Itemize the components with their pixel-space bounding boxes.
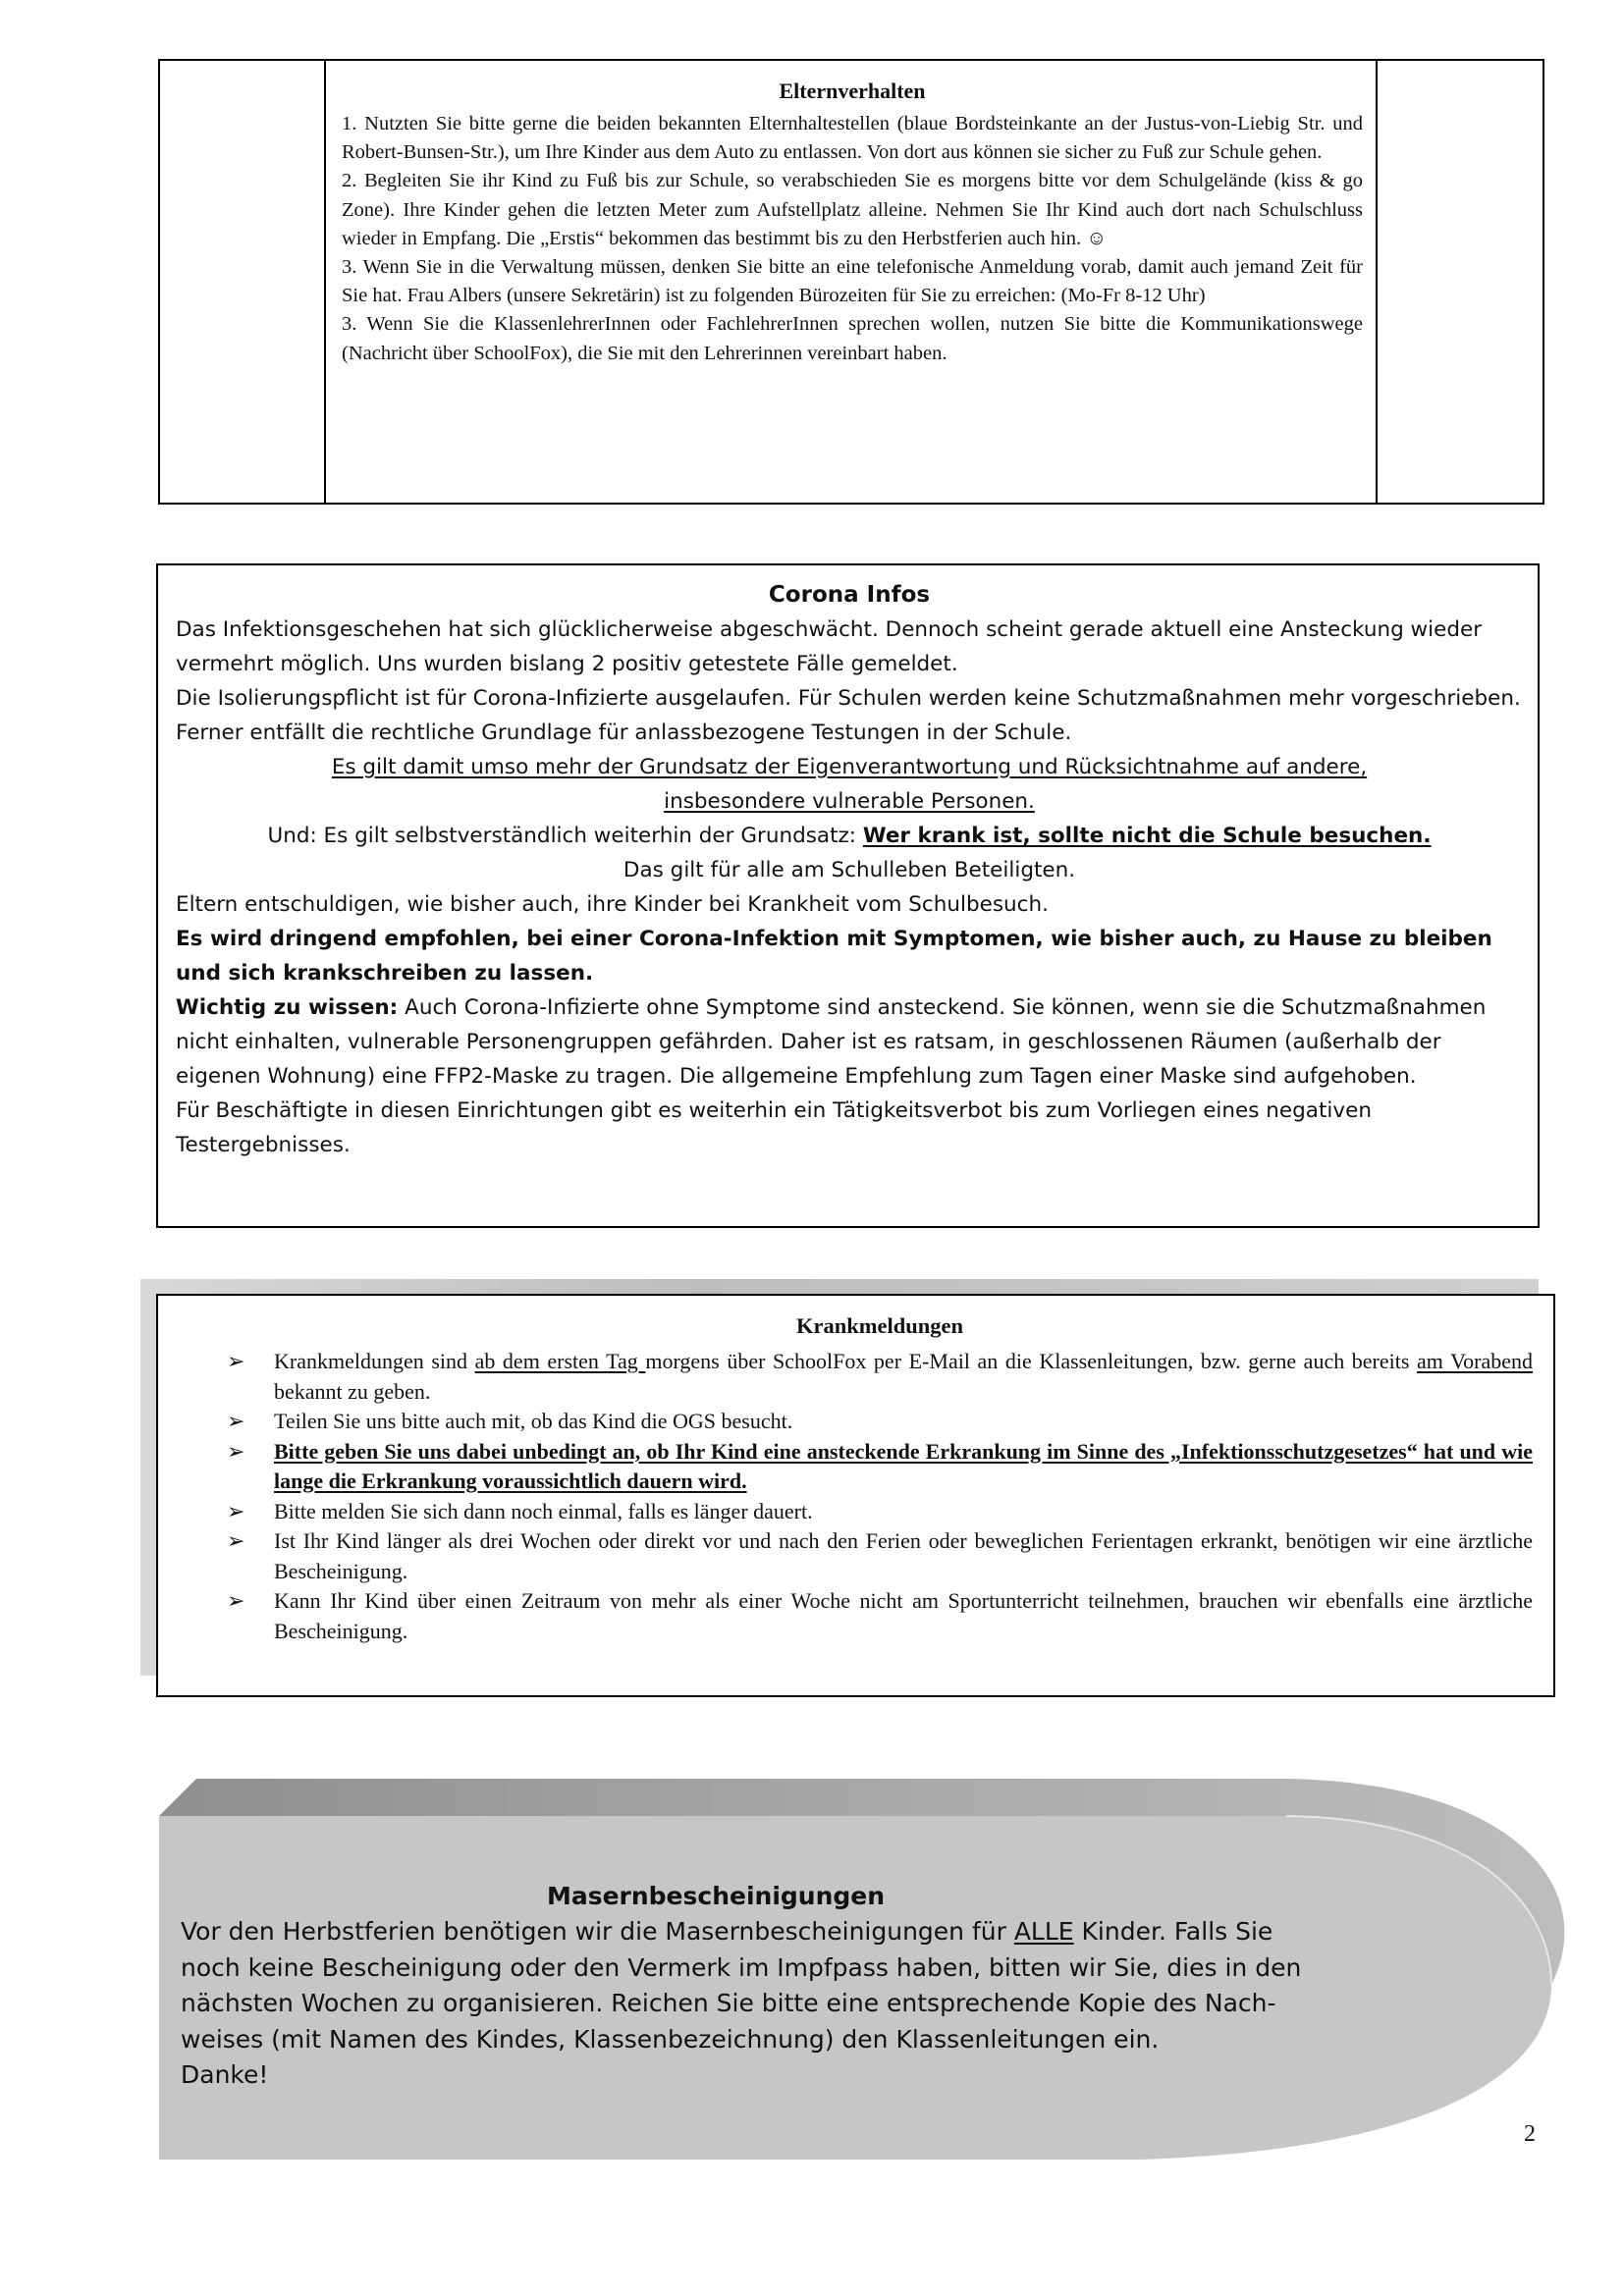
krankmeldungen-list (227, 1347, 1533, 1646)
elternverhalten-table (158, 59, 1544, 505)
important-notice: Bitte geben Sie uns dabei unbedingt an, ob Ihr Kind eine ansteckende Erkrankung im Sinne des „Infektionsschutzgesetzes“ hat und wie lange die Erkrankung voraussichtlich dauern wird. (274, 1438, 1533, 1493)
table-right-cell (1376, 61, 1543, 503)
krankmeldungen-box (156, 1294, 1555, 1697)
list-item (227, 1437, 1533, 1497)
list-item: ➢ Krankmeldungen sind ab dem ersten Tag morgens über SchoolFox per E-Mail an die Klassenleitungen, bzw. gerne auch bereits am Vorabend bekannt zu geben. (227, 1349, 1534, 1404)
masern-content (181, 1879, 1477, 2094)
masern-line: nächsten Wochen zu organisieren. Reichen Sie bitte eine entsprechende Kopie des Nach- (181, 1989, 1276, 2017)
list-item: ➢ Kann Ihr Kind über einen Zeitraum von mehr als einer Woche nicht am Sportunterricht teilnehmen, brauchen wir ebenfalls eine ärztliche Bescheinigung. (227, 1588, 1533, 1643)
masern-line: noch keine Bescheinigung oder den Vermerk im Impfpass haben, bitten wir Sie, dies in den (181, 1952, 1302, 1982)
masern-line: Danke! (181, 2060, 269, 2089)
arrow-bullet-icon: ➢ (227, 1438, 245, 1464)
list-item: ➢ Teilen Sie uns bitte auch mit, ob das Kind die OGS besucht. (227, 1407, 1533, 1437)
corona-principle-line (176, 784, 1523, 819)
corona-paragraph: Wichtig zu wissen: Auch Corona-Infizierte ohne Symptome sind ansteckend. Sie können, wenn sie die Schutzmaßnahmen nicht einhalten, vulnerable Personengruppen gefährden. Daher ist es ratsam, in geschlossenen Räumen (außerhalb der eigenen Wohnung) eine FFP2-Maske zu tragen. Die allgemeine Empfehlung zum Tagen einer Maske sind aufgehoben. (176, 995, 1487, 1089)
corona-recommendation: Es wird dringend empfohlen, bei einer Corona-Infektion mit Symptomen, wie bisher auch, zu Hause zu bleiben und sich krankschreiben zu lassen. (176, 927, 1492, 986)
corona-content (176, 577, 1523, 1162)
important-label: Wichtig zu wissen: (176, 995, 399, 1020)
corona-rule-line (176, 819, 1523, 853)
corona-paragraph: Das gilt für alle am Schulleben Beteiligten. (623, 858, 1076, 882)
section-title: Elternverhalten (779, 79, 926, 103)
rule-prefix: Und: Es gilt selbstverständlich weiterhin der Grundsatz: (267, 824, 863, 848)
underlined-text: insbesondere vulnerable Personen. (664, 789, 1035, 814)
section-title: Corona Infos (768, 582, 931, 608)
krankmeldungen-content (227, 1309, 1533, 1646)
list-item: ➢ Ist Ihr Kind länger als drei Wochen oder direkt vor und nach den Ferien oder beweglichen Ferientagen erkrankt, benötigen wir eine ärztliche Bescheinigung. (227, 1528, 1533, 1583)
rule-emphasis: Wer krank ist, sollte nicht die Schule besuchen. (862, 824, 1432, 848)
arrow-bullet-icon: ➢ (227, 1498, 245, 1523)
arrow-bullet-icon: ➢ (227, 1349, 245, 1373)
page-number: 2 (1524, 2121, 1536, 2147)
masern-box (157, 1779, 1610, 2171)
arrow-bullet-icon: ➢ (227, 1588, 245, 1613)
section-title: Masernbescheinigungen (546, 1882, 886, 1910)
corona-paragraph: Für Beschäftigte in diesen Einrichtungen gibt es weiterhin ein Tätigkeitsverbot bis zum Vorliegen eines negativen Testergebnisses. (176, 1098, 1372, 1157)
underlined-text: Es gilt damit umso mehr der Grundsatz der Eigenverantwortung und Rücksichtnahme auf andere, (331, 755, 1368, 779)
elternverhalten-content (342, 75, 1363, 368)
corona-paragraph: Die Isolierungspflicht ist für Corona-Infizierte ausgelaufen. Für Schulen werden keine Schutzmaßnahmen mehr vorgeschrieben. Ferner entfällt die rechtliche Grundlage für anlassbezogene Testungen in der Schule. (176, 686, 1521, 745)
arrow-bullet-icon: ➢ (227, 1409, 245, 1433)
list-item: ➢ Bitte melden Sie sich dann noch einmal, falls es länger dauert. (227, 1497, 1533, 1527)
masern-line: Vor den Herbstferien benötigen wir die Masernbescheinigungen für ALLE Kinder. Falls Sie (181, 1917, 1273, 1946)
corona-paragraph: Eltern entschuldigen, wie bisher auch, ihre Kinder bei Krankheit vom Schulbesuch. (176, 892, 1049, 917)
corona-paragraph: Das Infektionsgeschehen hat sich glücklicherweise abgeschwächt. Dennoch scheint gerade aktuell eine Ansteckung wieder vermehrt möglich. Uns wurden bislang 2 positiv getestete Fälle gemeldet. (176, 617, 1483, 676)
corona-principle-line (176, 750, 1523, 784)
section-title: Krankmeldungen (795, 1313, 964, 1338)
eltern-item-1: 1. Nutzten Sie bitte gerne die beiden bekannten Elternhaltestellen (blaue Bordsteinkante an der Justus-von-Liebig Str. und Robert-Bunsen-Str.), um Ihre Kinder aus dem Auto zu entlassen. Von dort aus können sie sicher zu Fuß zur Schule gehen. (342, 113, 1363, 164)
eltern-item-3: 3. Wenn Sie in die Verwaltung müssen, denken Sie bitte an eine telefonische Anmeldung vorab, damit auch jemand Zeit für Sie hat. Frau Albers (unsere Sekretärin) ist zu folgenden Bürozeiten für Sie zu erreichen: (Mo-Fr 8-12 Uhr) (342, 256, 1363, 307)
eltern-item-4: 3. Wenn Sie die KlassenlehrerInnen oder FachlehrerInnen sprechen wollen, nutzen Sie bitte die Kommunikationswege (Nachricht über SchoolFox), die Sie mit den Lehrerinnen vereinbart haben. (342, 313, 1363, 364)
table-left-cell (160, 61, 326, 503)
arrow-bullet-icon: ➢ (227, 1528, 245, 1553)
masern-line: weises (mit Namen des Kindes, Klassenbezeichnung) den Klassenleitungen ein. (181, 2024, 1160, 2054)
eltern-item-2: 2. Begleiten Sie ihr Kind zu Fuß bis zur Schule, so verabschieden Sie es morgens bitte vor dem Schulgelände (kiss & go Zone). Ihre Kinder gehen die letzten Meter zum Aufstellplatz alleine. Nehmen Sie Ihr Kind auch dort nach Schulschluss wieder in Empfang. Die „Erstis“ bekommen das bestimmt bis zu den Herbstferien auch hin. ☺ (342, 170, 1363, 249)
corona-infos-box (156, 563, 1540, 1228)
